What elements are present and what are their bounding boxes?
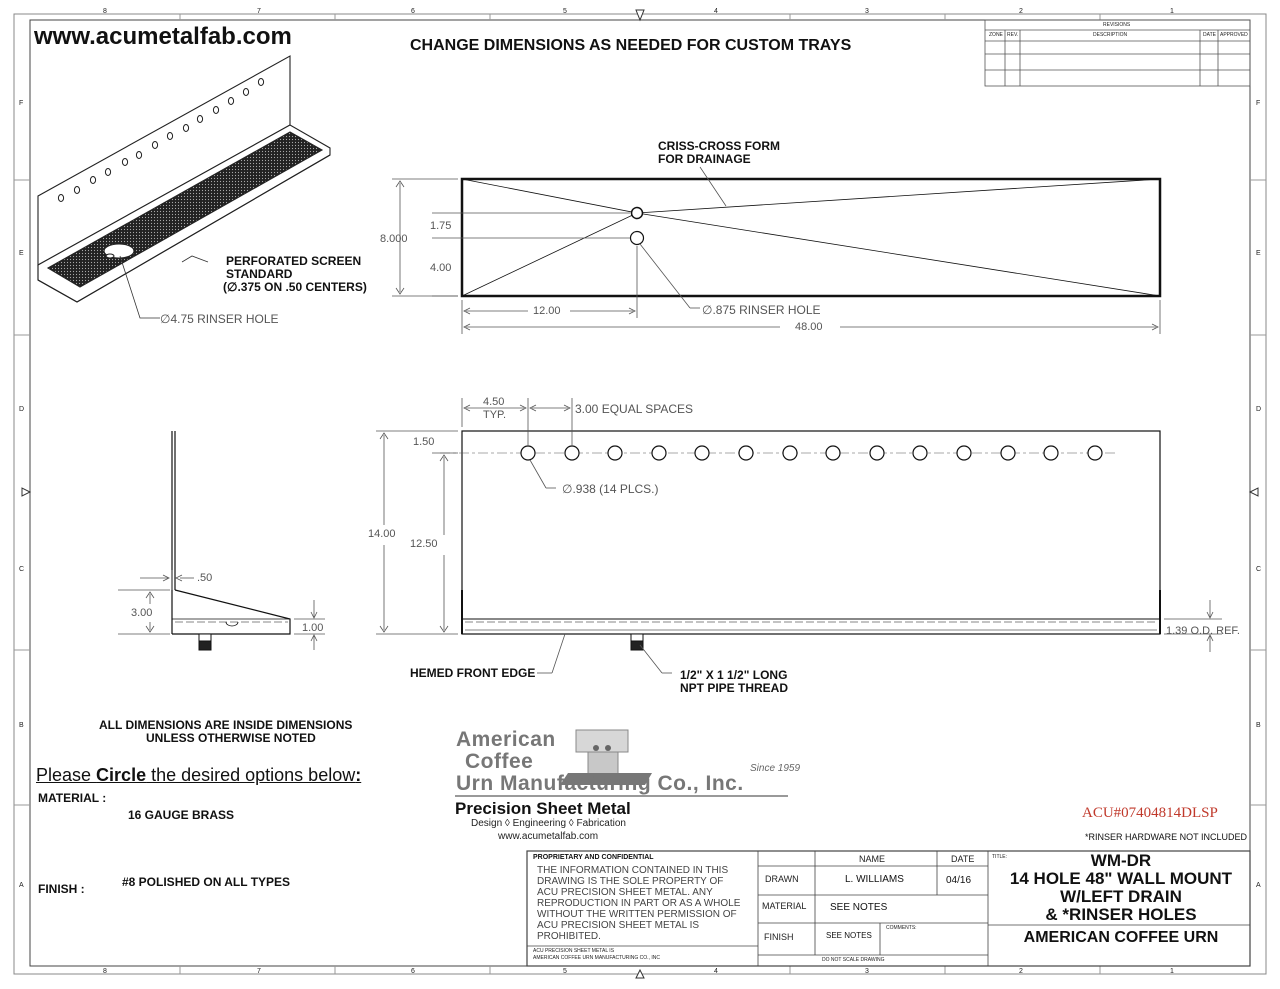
screen-spec-callout: (∅.375 ON .50 CENTERS) [223, 280, 367, 294]
zone-row-c-right: C [1256, 566, 1262, 573]
zone-row-e-right: E [1256, 250, 1261, 257]
title-drain: W/LEFT DRAIN [1060, 887, 1182, 906]
proprietary-footer-2: AMERICAN COFFEE URN MANUFACTURING CO., INC [533, 955, 660, 961]
dim-typ-label: TYP. [483, 409, 507, 421]
material-option[interactable]: 16 GAUGE BRASS [128, 808, 235, 822]
side-view-lines [172, 431, 290, 650]
criss-cross-callout: CRISS-CROSS FORM [658, 139, 781, 153]
npt-thread-callout-2: NPT PIPE THREAD [680, 681, 789, 695]
dim-first-hole: 4.50 [483, 396, 505, 408]
rev-col-rev: REV. [1007, 32, 1019, 38]
part-number: ACU#07404814DLSP [1082, 805, 1218, 821]
zone-col-2-bottom: 2 [1019, 968, 1023, 975]
circle-options-instruction [36, 766, 361, 784]
drawing-title [990, 852, 1252, 924]
proprietary-line-7: PROHIBITED. [537, 931, 601, 942]
finish-tb-label: FINISH [764, 932, 794, 942]
zone-col-6-bottom: 6 [411, 968, 415, 975]
front-view-lines [440, 431, 1160, 650]
dim-rinser-offset: 1.75 [430, 220, 452, 232]
dim-drip-depth: 1.39 O.D. REF. [1166, 625, 1240, 637]
logo-web: www.acumetalfab.com [498, 831, 599, 842]
dim-rinser-from-end: 12.00 [533, 305, 561, 317]
zone-col-8: 8 [103, 8, 107, 15]
zone-row-a-right: A [1256, 882, 1261, 889]
title-model: WM-DR [1090, 851, 1152, 870]
zone-col-1-bottom: 1 [1170, 968, 1174, 975]
front-faucet-holes [521, 446, 1102, 460]
logo-coffee: Coffee [465, 750, 534, 773]
zone-col-4: 4 [714, 8, 718, 15]
rev-col-approved: APPROVED [1220, 32, 1248, 38]
zone-col-7-bottom: 7 [257, 968, 261, 975]
large-rinser-callout: ∅4.75 RINSER HOLE [160, 312, 279, 326]
drawn-label: DRAWN [765, 874, 799, 884]
date-column-header: DATE [951, 854, 975, 864]
proprietary-line-3: ACU PRECISION SHEET METAL. ANY [537, 887, 713, 898]
finish-option[interactable]: #8 POLISHED ON ALL TYPES [122, 875, 291, 889]
dim-hole-height: 12.50 [410, 538, 438, 550]
zone-col-8-bottom: 8 [103, 968, 107, 975]
title-rinser: & *RINSER HOLES [1045, 905, 1197, 924]
npt-thread-callout: 1/2" X 1 1/2" LONG [680, 668, 788, 682]
logo-precision-sheet-metal: Precision Sheet Metal [455, 799, 631, 818]
inside-dims-note-2: UNLESS OTHERWISE NOTED [146, 731, 316, 745]
proprietary-line-6: ACU PRECISION SHEET METAL IS [537, 920, 700, 931]
screen-standard-callout: STANDARD [226, 267, 293, 281]
zone-col-1: 1 [1170, 8, 1174, 15]
comments-label: COMMENTS: [886, 925, 917, 931]
instruction-pre: Please [36, 765, 97, 785]
custom-trays-banner: CHANGE DIMENSIONS AS NEEDED FOR CUSTOM TRAYS [410, 37, 852, 54]
proprietary-title: PROPRIETARY AND CONFIDENTIAL [533, 854, 654, 861]
dim-tray-width: 8.000 [380, 233, 408, 245]
material-tb-value: SEE NOTES [830, 902, 888, 913]
drainage-callout: FOR DRAINAGE [658, 152, 751, 166]
revisions-table-lines [985, 20, 1250, 86]
finish-tb-value: SEE NOTES [826, 931, 872, 940]
proprietary-line-2: DRAWING IS THE SOLE PROPERTY OF [537, 876, 724, 887]
logo-american: American [456, 728, 556, 751]
proprietary-line-4: REPRODUCTION IN PART OR AS A WHOLE [537, 898, 741, 909]
title-label: TITLE: [992, 854, 1008, 860]
zone-row-b-right: B [1256, 722, 1261, 729]
top-view-lines [462, 179, 1160, 296]
drawn-date: 04/16 [946, 875, 972, 886]
dim-tray-depth: 3.00 [131, 607, 153, 619]
company-name: AMERICAN COFFEE URN [1023, 929, 1219, 946]
zone-row-e: E [19, 250, 24, 257]
instruction-post: the desired options below [146, 765, 356, 785]
rinser-hardware-note: *RINSER HARDWARE NOT INCLUDED [1085, 832, 1248, 842]
material-label: MATERIAL : [38, 791, 107, 805]
dim-hole-from-top: 1.50 [413, 436, 435, 448]
zone-row-a: A [19, 882, 24, 889]
zone-row-c: C [19, 566, 25, 573]
zone-col-2: 2 [1019, 8, 1023, 15]
material-tb-label: MATERIAL [762, 901, 807, 911]
instruction-colon: : [355, 765, 362, 785]
dim-total-height: 14.00 [368, 528, 396, 540]
zone-col-3: 3 [865, 8, 869, 15]
finish-label: FINISH : [38, 882, 85, 896]
zone-row-f-right: F [1256, 100, 1261, 107]
dim-lip: .50 [197, 572, 213, 584]
front-view-dims [376, 398, 1222, 673]
hemmed-edge-callout: HEMED FRONT EDGE [410, 666, 536, 680]
zone-row-d: D [19, 406, 25, 413]
zone-col-6: 6 [411, 8, 415, 15]
proprietary-footer-1: ACU PRECISION SHEET METAL IS [533, 948, 615, 954]
perforated-screen-callout: PERFORATED SCREEN [226, 254, 362, 268]
zone-col-7: 7 [257, 8, 261, 15]
inside-dims-note: ALL DIMENSIONS ARE INSIDE DIMENSIONS [99, 718, 353, 732]
website-link[interactable]: www.acumetalfab.com [34, 23, 292, 50]
instruction-circle: Circle [96, 765, 147, 785]
proprietary-line-5: WITHOUT THE WRITTEN PERMISSION OF [537, 909, 737, 920]
title-description: 14 HOLE 48" WALL MOUNT [1009, 869, 1233, 888]
zone-row-f: F [19, 100, 24, 107]
name-column-header: NAME [859, 854, 886, 864]
zone-row-d-right: D [1256, 406, 1262, 413]
revisions-title: REVISIONS [1103, 22, 1131, 28]
dim-tray-length: 48.00 [795, 321, 823, 333]
zone-row-b: B [19, 722, 24, 729]
no-scale-note: DO NOT SCALE DRAWING [822, 957, 885, 963]
dim-rinser-front: 4.00 [430, 262, 452, 274]
zone-col-3-bottom: 3 [865, 968, 869, 975]
faucet-holes-callout: ∅.938 (14 PLCS.) [562, 482, 659, 496]
zone-col-5-bottom: 5 [563, 968, 567, 975]
dim-equal-spaces: 3.00 EQUAL SPACES [575, 402, 694, 416]
rev-col-zone: ZONE [989, 32, 1003, 38]
zone-col-4-bottom: 4 [714, 968, 718, 975]
small-rinser-callout: ∅.875 RINSER HOLE [702, 303, 821, 317]
drawn-by-name: L. WILLIAMS [845, 874, 904, 885]
zone-col-5: 5 [563, 8, 567, 15]
rev-col-date: DATE [1203, 32, 1216, 38]
logo-since: Since 1959 [750, 763, 801, 774]
rev-col-description: DESCRIPTION [1093, 32, 1128, 38]
dim-front-height: 1.00 [302, 622, 324, 634]
logo-urn-mfg: Urn Manufacturing Co., Inc. [456, 772, 744, 795]
logo-services: Design ◊ Engineering ◊ Fabrication [471, 818, 626, 829]
proprietary-line-1: THE INFORMATION CONTAINED IN THIS [537, 865, 729, 876]
